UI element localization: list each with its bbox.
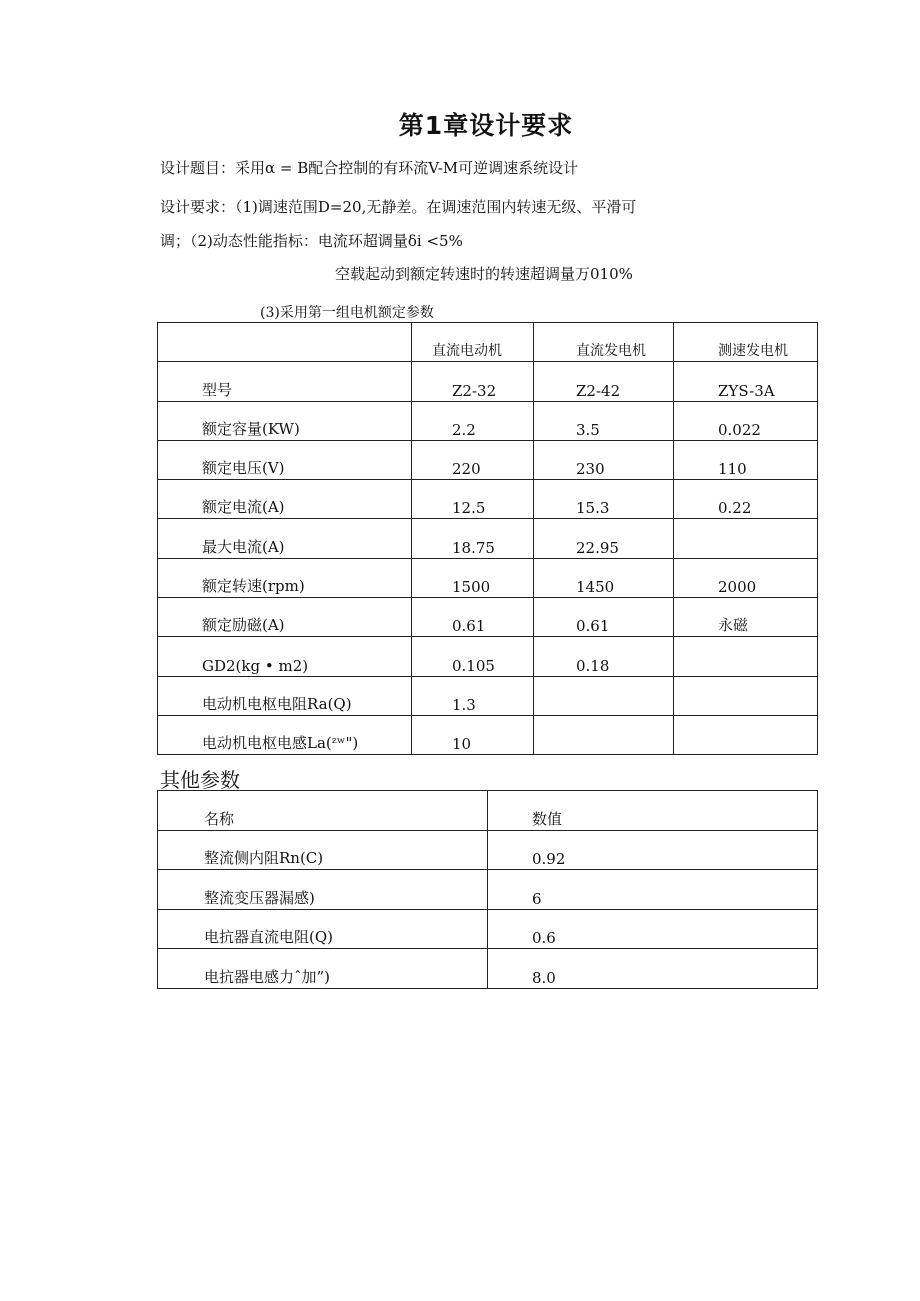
table-cell: ZYS-3A [674, 362, 818, 401]
table-row [158, 676, 818, 715]
header-cell: 直流发电机 [534, 323, 674, 362]
table-cell: 8.0 [488, 949, 818, 989]
table-cell [674, 637, 818, 676]
table-cell: 0.92 [488, 830, 818, 870]
table-cell: Z2-42 [534, 362, 674, 401]
header-cell [158, 323, 412, 362]
table-cell: 额定容量(KW) [158, 401, 412, 440]
table-cell: 2.2 [412, 401, 534, 440]
table-cell: 永磁 [674, 598, 818, 637]
table-cell: 3.5 [534, 401, 674, 440]
table-cell: 电动机电枢电感La(ᶻʷ") [158, 715, 412, 754]
table-cell: 22.95 [534, 519, 674, 558]
table-cell [674, 676, 818, 715]
table-cell: 电抗器直流电阻(Q) [158, 909, 488, 949]
motor-parameters-table [157, 322, 818, 755]
table-row [158, 715, 818, 754]
table-cell: 1.3 [412, 676, 534, 715]
table-cell: 整流变压器漏感) [158, 870, 488, 910]
table-cell: 型号 [158, 362, 412, 401]
table-cell: 6 [488, 870, 818, 910]
table-cell: 最大电流(A) [158, 519, 412, 558]
table-cell: 230 [534, 440, 674, 479]
design-requirement-line-2: 调；（2)动态性能指标：电流环超调量δi <5% [160, 232, 463, 250]
table-row [158, 949, 818, 989]
table-cell: 220 [412, 440, 534, 479]
table-header-row [158, 323, 818, 362]
motor-params-caption: (3)采用第一组电机额定参数 [260, 305, 434, 321]
table-cell: GD2(kg • m2) [158, 637, 412, 676]
table-row [158, 598, 818, 637]
table-row [158, 480, 818, 519]
table-row [158, 519, 818, 558]
design-topic-line: 设计题目：采用α = B配合控制的有环流V-M可逆调速系统设计 [160, 159, 579, 177]
table-row [158, 440, 818, 479]
other-parameters-table [157, 790, 818, 989]
table-cell: 2000 [674, 558, 818, 597]
table-cell: 15.3 [534, 480, 674, 519]
table-row [158, 909, 818, 949]
table-cell: Z2-32 [412, 362, 534, 401]
table-cell: 1450 [534, 558, 674, 597]
table-cell: 0.22 [674, 480, 818, 519]
table-cell: 12.5 [412, 480, 534, 519]
table-cell [534, 676, 674, 715]
table-cell: 0.6 [488, 909, 818, 949]
table-cell: 18.75 [412, 519, 534, 558]
design-requirement-line-1: 设计要求：（1)调速范围D=20,无静差。在调速范围内转速无级、平滑可 [160, 198, 637, 216]
table-row [158, 637, 818, 676]
table-cell: 整流侧内阻Rn(C) [158, 830, 488, 870]
table-header-row [158, 791, 818, 831]
header-cell: 名称 [158, 791, 488, 831]
header-cell: 数值 [488, 791, 818, 831]
table-row [158, 401, 818, 440]
table-cell [674, 715, 818, 754]
table-cell: 额定转速(rpm) [158, 558, 412, 597]
table-row [158, 870, 818, 910]
table-cell: 额定电流(A) [158, 480, 412, 519]
table-cell: 0.105 [412, 637, 534, 676]
table-cell: 电动机电枢电阻Ra(Q) [158, 676, 412, 715]
chapter-title: 第1章设计要求 [398, 111, 574, 140]
table-cell [534, 715, 674, 754]
table-cell: 额定电压(V) [158, 440, 412, 479]
other-params-heading: 其他参数 [160, 768, 240, 792]
table-row [158, 362, 818, 401]
speed-overshoot-line: 空载起动到额定转速时的转速超调量万010% [335, 265, 633, 283]
table-row [158, 830, 818, 870]
table-row [158, 558, 818, 597]
header-cell: 测速发电机 [674, 323, 818, 362]
table-cell: 0.18 [534, 637, 674, 676]
table-cell: 额定励磁(A) [158, 598, 412, 637]
table-cell: 10 [412, 715, 534, 754]
table-cell: 电抗器电感力ˆ加”) [158, 949, 488, 989]
table-cell: 0.61 [412, 598, 534, 637]
table-cell: 0.61 [534, 598, 674, 637]
table-cell: 0.022 [674, 401, 818, 440]
table-cell: 110 [674, 440, 818, 479]
table-cell: 1500 [412, 558, 534, 597]
header-cell: 直流电动机 [412, 323, 534, 362]
table-cell [674, 519, 818, 558]
